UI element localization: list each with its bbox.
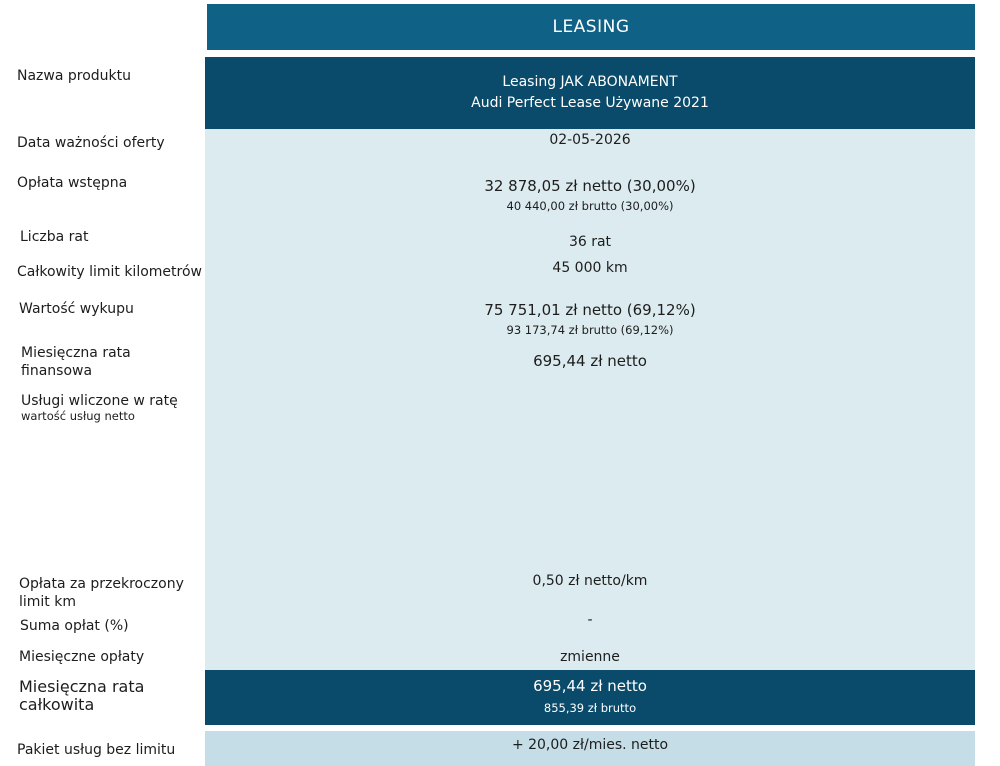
monthly-fin-net: 695,44 zł netto [533,352,647,370]
validity-value: 02-05-2026 [549,132,631,148]
product-name-bar [205,57,975,129]
monthly-fin-label-line1: Miesięczna rata [21,345,131,361]
product-name-line2: Audi Perfect Lease Używane 2021 [471,95,709,111]
package-value: + 20,00 zł/mies. netto [511,737,669,753]
services-label-main: Usługi wliczone w ratę [21,393,178,409]
overlimit-value: 0,50 zł netto/km [532,573,648,589]
validity-label: Data ważności oferty [17,135,165,151]
leasing-header-title: LEASING [552,17,630,37]
installments-value: 36 rat [568,234,612,250]
product-name-line1: Leasing JAK ABONAMENT [502,74,678,90]
fees-sum-value: - [587,612,593,628]
monthly-total-label [19,678,144,714]
fees-sum-label: Suma opłat (%) [20,618,129,634]
downpayment-value [205,176,975,214]
downpayment-label: Opłata wstępna [17,175,128,191]
monthly-fin-label [21,344,131,380]
overlimit-label-line2: limit km [19,594,76,610]
package-label: Pakiet usług bez limitu [17,742,176,758]
monthly-fees-label: Miesięczne opłaty [19,649,145,665]
monthly-total-label-line2: całkowita [19,695,95,714]
installments-label: Liczba rat [20,229,89,245]
leasing-header [207,4,975,50]
downpayment-net: 32 878,05 zł netto (30,00%) [484,177,696,195]
monthly-total-label-line1: Miesięczna rata [19,677,145,696]
product-name-label: Nazwa produktu [17,68,132,84]
downpayment-gross: 40 440,00 zł brutto (30,00%) [506,199,674,213]
monthly-total-bar [205,670,975,725]
monthly-fin-value [205,351,975,371]
monthly-total-net: 695,44 zł netto [533,677,647,695]
overlimit-label-line1: Opłata za przekroczony [19,576,184,592]
km-limit-label: Całkowity limit kilometrów [17,264,202,280]
overlimit-label [19,575,184,611]
monthly-fees-value: zmienne [560,649,620,665]
services-sublabel: wartość usług netto [21,409,135,423]
buyout-gross: 93 173,74 zł brutto (69,12%) [506,323,674,337]
buyout-value [205,300,975,338]
km-limit-value: 45 000 km [552,260,628,276]
monthly-fin-label-line2: finansowa [21,363,93,379]
monthly-total-gross: 855,39 zł brutto [543,701,637,715]
services-label [21,392,178,423]
package-bar [205,731,975,766]
buyout-net: 75 751,01 zł netto (69,12%) [484,301,696,319]
buyout-label: Wartość wykupu [19,301,134,317]
